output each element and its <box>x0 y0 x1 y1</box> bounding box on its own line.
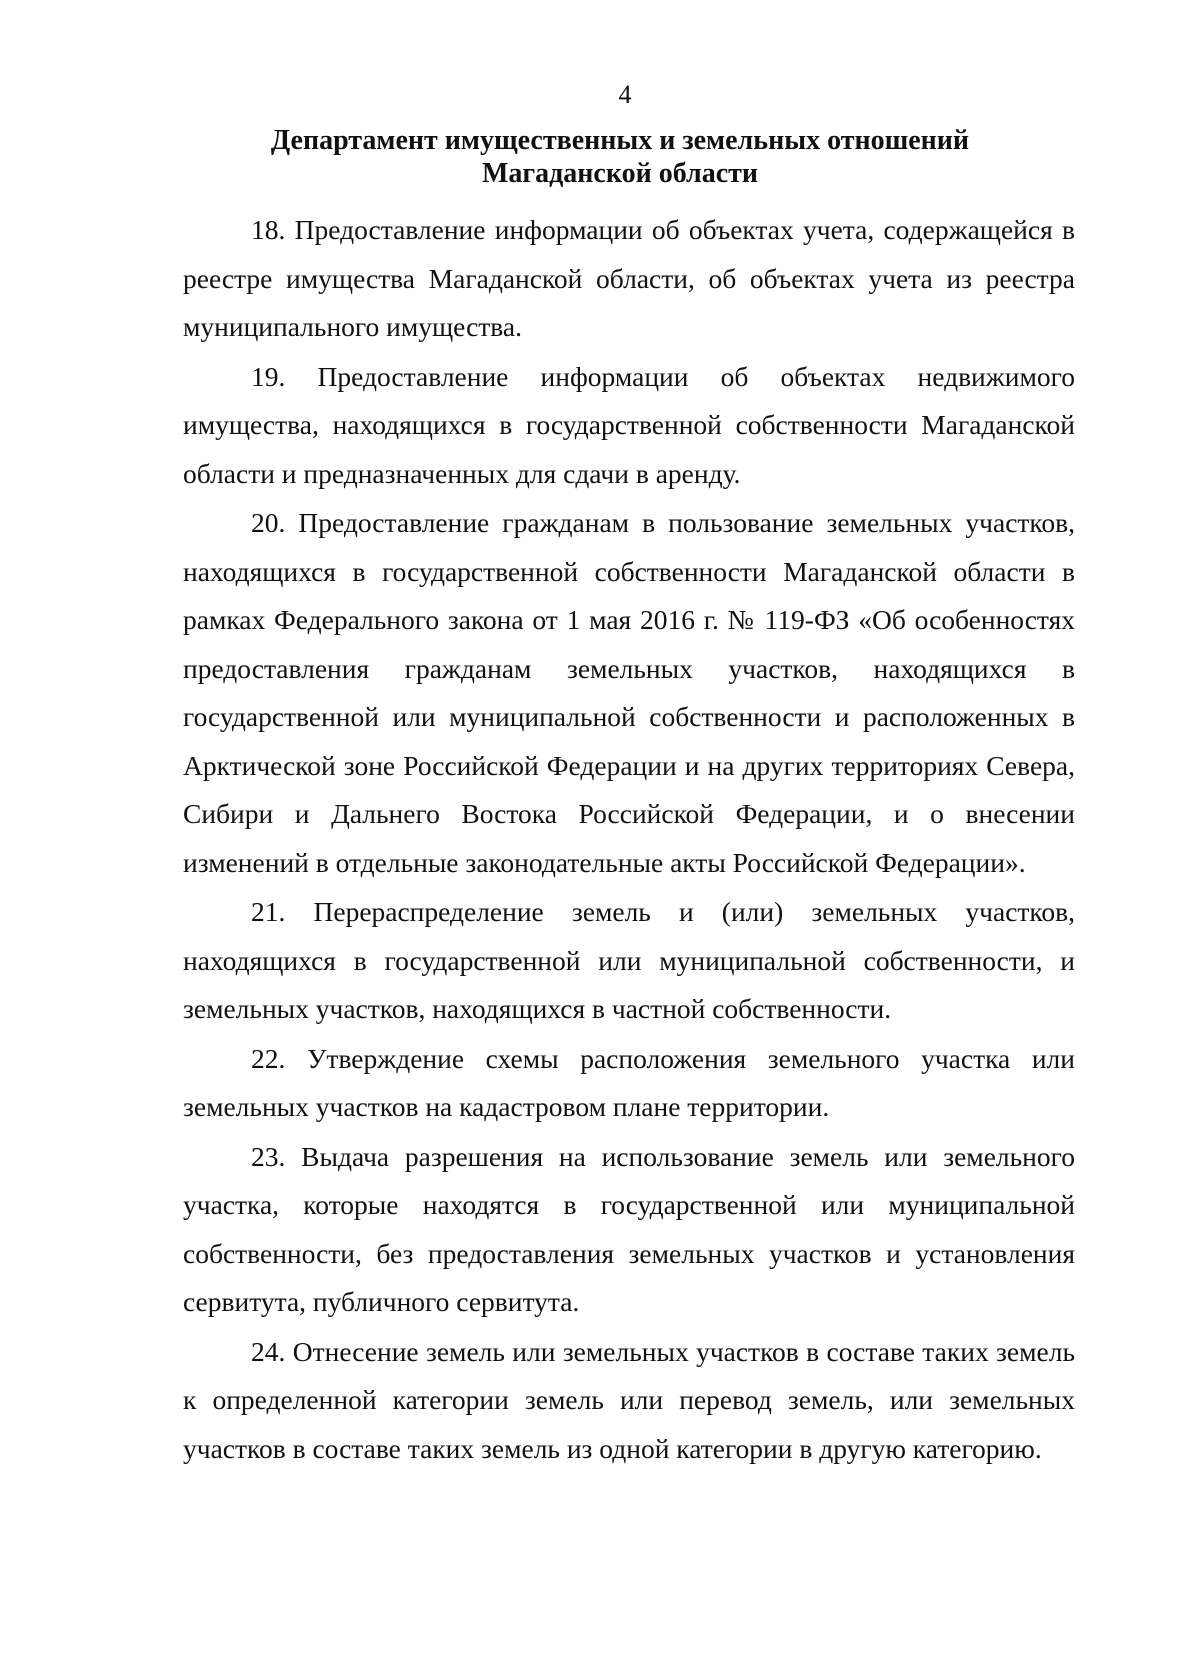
heading-line-2: Магаданской области <box>481 158 759 189</box>
page-number: 4 <box>618 80 632 109</box>
list-item-24: 24. Отнесение земель или земельных участков в составе таких земель к определенной категории земель или перевод земель, или земельных участков в составе таких земель из одной категории в другую категорию. <box>183 1335 1075 1464</box>
list-item-21: 21. Перераспределение земель и (или) земельных участков, находящихся в государственной или муниципальной собственности, и земельных участков, находящихся в частной собственности. <box>183 896 1075 1024</box>
section-heading <box>160 124 1080 190</box>
heading-line-1: Департамент имущественных и земельных отношений <box>270 125 970 156</box>
list-item-22: 22. Утверждение схемы расположения земельного участка или земельных участков на кадастровом плане территории. <box>183 1042 1075 1122</box>
list-item-23: 23. Выдача разрешения на использование земель или земельного участка, которые находятся в государственной или муниципальной собственности, без предоставления земельных участков и установления сервитута, публичного сервитута. <box>183 1140 1075 1317</box>
list-item-20: 20. Предоставление гражданам в пользование земельных участков, находящихся в государственной собственности Магаданской области в рамках Федерального закона от 1 мая 2016 г. № 119-ФЗ «Об особенностях предоставления гражданам земельных участков, находящихся в государственной или муниципальной собственности и расположенных в Арктической зоне Российской Федерации и на других территориях Севера, Сибири и Дальнего Востока Российской Федерации, и о внесении изменений в отдельные законодательные акты Российской Федерации». <box>183 507 1075 878</box>
list-item-18: 18. Предоставление информации об объектах учета, содержащейся в реестре имущества Магаданской области, об объектах учета из реестра муниципального имущества. <box>183 214 1075 342</box>
document-body <box>183 206 1075 1474</box>
list-item-19: 19. Предоставление информации об объектах недвижимого имущества, находящихся в государственной собственности Магаданской области и предназначенных для сдачи в аренду. <box>183 360 1075 489</box>
